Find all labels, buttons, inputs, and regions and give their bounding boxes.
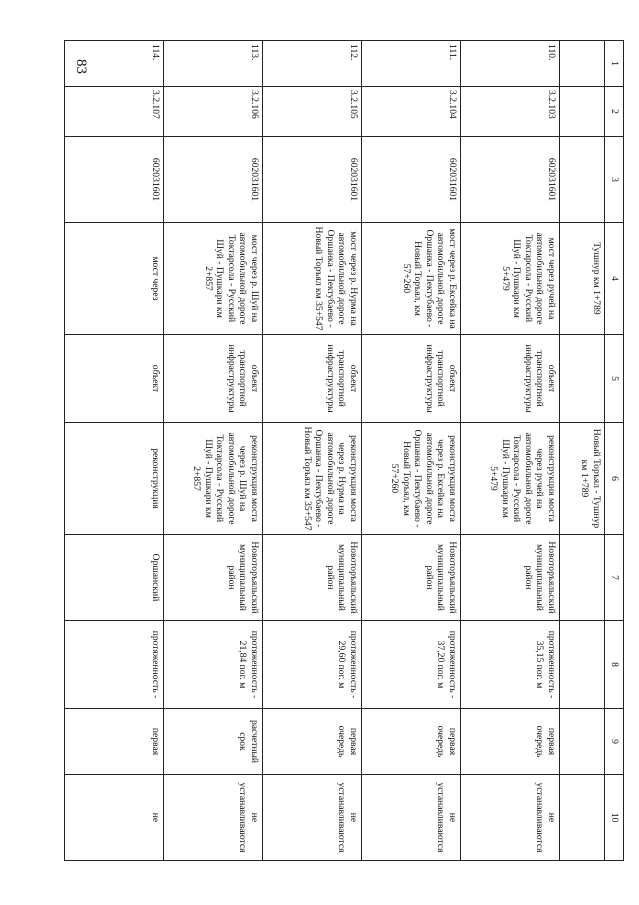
row-code: 3.2.103 (461, 87, 560, 137)
col-header-6: 6 (605, 423, 624, 535)
row-location: Оршанский (65, 535, 164, 621)
row-type: объект транспортной инфраструктуры (263, 335, 362, 423)
row-zones: не устанавливаются (362, 775, 461, 861)
row-zones: не устанавливаются (461, 775, 560, 861)
table-row (263, 41, 362, 861)
row-name: мост через ручей на автомобильной дороге Токтарсола - Русский Шуй - Пушкари км 5+479 (461, 223, 560, 335)
row-type: объект транспортной инфраструктуры (362, 335, 461, 423)
table-row (65, 41, 164, 861)
row-name: мост через р. Шуй на автомобильной дороге Токтарсола - Русский Шуй - Пушкари км 2+857 (164, 223, 263, 335)
row-number: 112. (263, 41, 362, 87)
col-header-7: 7 (605, 535, 624, 621)
col-header-3: 3 (605, 137, 624, 223)
continuation-row (560, 41, 605, 861)
row-name: мост через (65, 223, 164, 335)
row-purpose: реконструкция моста через р. Шуй на автомобильной дороге Токтарсола - Русский Шуй - Пушкари км 2+857 (164, 423, 263, 535)
row-characteristics: протяженность - (65, 621, 164, 709)
row-purpose: реконструкция (65, 423, 164, 535)
col-header-2: 2 (605, 87, 624, 137)
col-header-4: 4 (605, 223, 624, 335)
col-header-1: 1 (605, 41, 624, 87)
row-term: первая очередь (263, 709, 362, 775)
row-zones: не устанавливаются (164, 775, 263, 861)
row-name: мост через р. Нурма на автомобильной дороге Оршанка - Пектубаево - Новый Торъял км 35+547 (263, 223, 362, 335)
row-characteristics: протяженность - 29,60 пог. м (263, 621, 362, 709)
row-number: 110. (461, 41, 560, 87)
table-row (362, 41, 461, 861)
page-number: 83 (73, 59, 89, 74)
row-characteristics: протяженность - 37,20 пог. м (362, 621, 461, 709)
row-number: 111. (362, 41, 461, 87)
col-header-8: 8 (605, 621, 624, 709)
objects-table (64, 40, 624, 861)
row-location: Новоторъяльский муниципальный район (362, 535, 461, 621)
row-code: 3.2.105 (263, 87, 362, 137)
row-location: Новоторъяльский муниципальный район (263, 535, 362, 621)
row-zones: не устанавливаются (263, 775, 362, 861)
row-oktmo: 602031601 (362, 137, 461, 223)
row-oktmo: 602031601 (461, 137, 560, 223)
table-row (164, 41, 263, 861)
row-oktmo: 602031601 (164, 137, 263, 223)
row-term: первая очередь (461, 709, 560, 775)
continuation-purpose: Новый Торъял - Тушнур км 1+789 (560, 423, 605, 535)
row-location: Новоторъяльский муниципальный район (461, 535, 560, 621)
row-term: расчетный срок (164, 709, 263, 775)
row-type: объект транспортной инфраструктуры (461, 335, 560, 423)
row-type: объект (65, 335, 164, 423)
row-characteristics: протяженность - 21,84 пог. м (164, 621, 263, 709)
continuation-name: Тушнур км 1+789 (560, 223, 605, 335)
row-name: мост через р. Ексейка на автомобильной дороге Оршанка - Пектубаево - Новый Торъял, км 57+260 (362, 223, 461, 335)
rotated-table-sheet (112, 40, 624, 860)
row-code: 3.2.106 (164, 87, 263, 137)
row-oktmo: 602031601 (263, 137, 362, 223)
row-type: объект транспортной инфраструктуры (164, 335, 263, 423)
row-zones: не (65, 775, 164, 861)
col-header-5: 5 (605, 335, 624, 423)
row-number: 114. (65, 41, 164, 87)
row-purpose: реконструкция моста через р. Нурма на автомобильной дороге Оршанка - Пектубаево - Новый Торъял км 35+547 (263, 423, 362, 535)
row-number: 113. (164, 41, 263, 87)
row-code: 3.2.107 (65, 87, 164, 137)
row-purpose: реконструкция моста через ручей на автомобильной дороге Токтарсола - Русский Шуй - Пушкари км 5+479 (461, 423, 560, 535)
row-purpose: реконструкция моста через р. Ексейка на автомобильной дороге Оршанка - Пектубаево - Новый Торъял, км 57+260 (362, 423, 461, 535)
row-location: Новоторъяльский муниципальный район (164, 535, 263, 621)
table-row (461, 41, 560, 861)
row-term: первая очередь (362, 709, 461, 775)
col-header-9: 9 (605, 709, 624, 775)
column-number-row (605, 41, 624, 861)
row-oktmo: 602031601 (65, 137, 164, 223)
row-characteristics: протяженность - 35,15 пог. м (461, 621, 560, 709)
row-code: 3.2.104 (362, 87, 461, 137)
col-header-10: 10 (605, 775, 624, 861)
row-term: первая (65, 709, 164, 775)
